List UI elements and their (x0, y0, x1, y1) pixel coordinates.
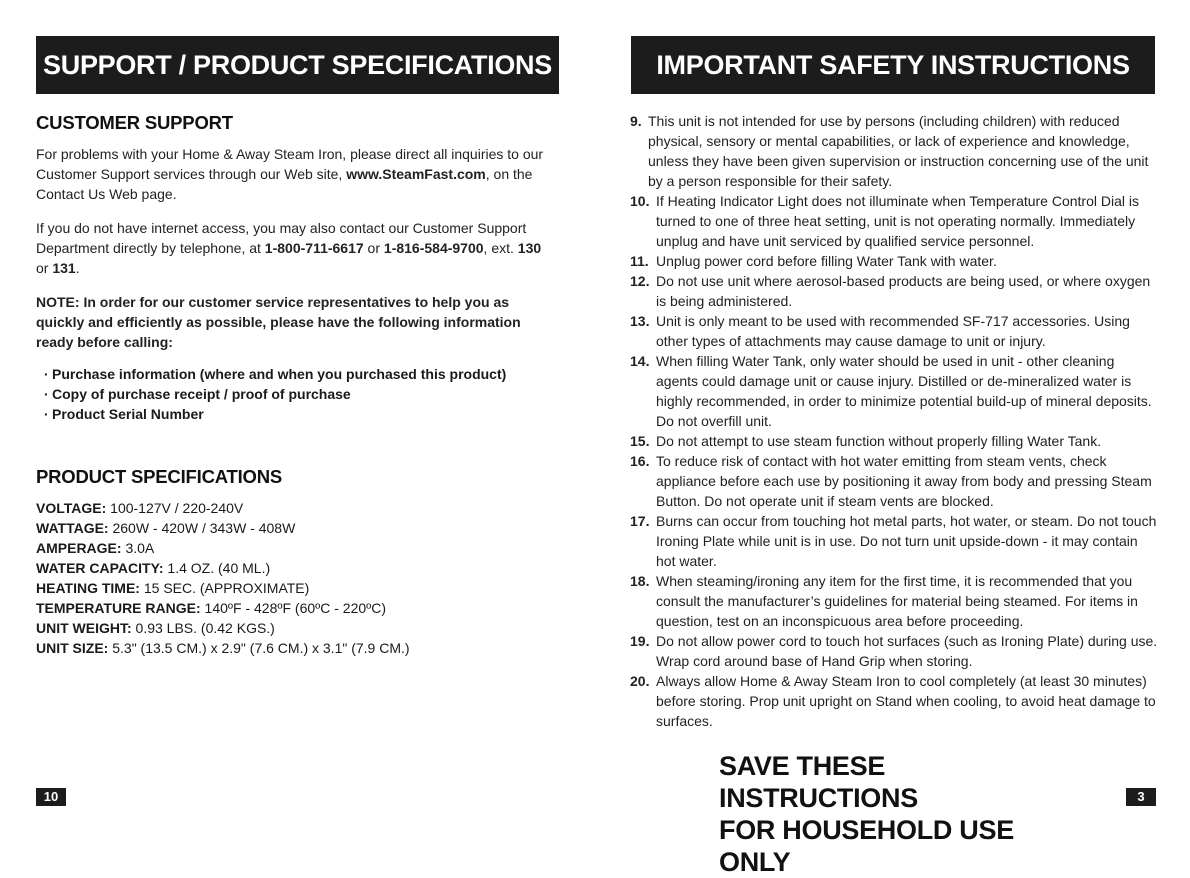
save-instructions-notice (719, 750, 1079, 878)
spec-key: HEATING TIME: (36, 580, 140, 596)
support-phone-2: 1-816-584-9700 (383, 240, 484, 256)
support-ext-2: 131 (52, 260, 76, 276)
spec-value: 3.0A (121, 540, 155, 556)
spec-unit-weight (36, 618, 561, 638)
support-paragraph-web (36, 144, 554, 204)
left-page-number: 10 (36, 788, 66, 806)
right-banner-text: IMPORTANT SAFETY INSTRUCTIONS (656, 50, 1130, 80)
rule-text: When filling Water Tank, only water should be used in unit - other cleaning agents could damage unit or cause injury. Distilled or de-mineralized water is highly recommended, in order to minimize potential build-up of mineral deposits. Do not overfill unit. (656, 353, 1152, 429)
support-text: If you do not have internet access, you may also contact our Customer Support Department directly by telephone, at (36, 220, 527, 256)
rule-number: 9. (630, 113, 642, 129)
rule-number: 18. (630, 573, 650, 589)
product-specifications-heading: PRODUCT SPECIFICATIONS (36, 466, 283, 487)
rule-text: If Heating Indicator Light does not illuminate when Temperature Control Dial is turned to one of three heat setting, unit is not operating normally. Immediately unplug and have unit serviced by qualified service personnel. (656, 193, 1139, 249)
rule-text: This unit is not intended for use by persons (including children) with reduced physical, sensory or mental capabilities, or lack of experience and knowledge, unless they have been given supervision or instruction concerning use of the unit by a person responsible for their safety. (648, 113, 1149, 189)
spec-value: 15 SEC. (APPROXIMATE) (139, 580, 310, 596)
right-page-number: 3 (1126, 788, 1156, 806)
support-text: or (363, 240, 384, 256)
safety-rule (630, 251, 1158, 271)
rule-text: Always allow Home & Away Steam Iron to cool completely (at least 30 minutes) before storing. Prop unit upright on Stand when cooling, to avoid heat damage to surfaces. (656, 673, 1156, 729)
support-text: or (36, 260, 53, 276)
safety-rule (630, 111, 1158, 191)
safety-rule (630, 451, 1158, 511)
rule-number: 20. (630, 673, 650, 689)
spec-list (36, 498, 561, 658)
spec-value: 5.3" (13.5 CM.) x 2.9" (7.6 CM.) x 3.1" (7.9 CM.) (108, 640, 410, 656)
rule-text: Unit is only meant to be used with recommended SF-717 accessories. Using other types of attachments may cause damage to unit or injury. (656, 313, 1130, 349)
spec-value: 140ºF - 428ºF (60ºC - 220ºC) (200, 600, 387, 616)
rule-number: 16. (630, 453, 650, 469)
rule-text: Burns can occur from touching hot metal parts, hot water, or steam. Do not touch Ironing Plate while unit is in use. Do not turn unit upside-down - it may contain hot water. (656, 513, 1157, 569)
safety-rule (630, 351, 1158, 431)
bullet-purchase-info: · Purchase information (where and when you purchased this product) (36, 364, 561, 384)
support-text: , on the Contact Us Web page. (36, 166, 533, 202)
rule-number: 15. (630, 433, 650, 449)
safety-rule (630, 671, 1158, 731)
safety-instructions-list (630, 111, 1158, 731)
spec-value: 1.4 OZ. (40 ML.) (163, 560, 271, 576)
rule-number: 12. (630, 273, 650, 289)
rule-text: Do not attempt to use steam function without properly filling Water Tank. (656, 433, 1102, 449)
spec-value: 100-127V / 220-240V (106, 500, 244, 516)
rule-number: 13. (630, 313, 650, 329)
right-page-banner (631, 36, 1155, 94)
spec-wattage (36, 518, 561, 538)
support-phone-1: 1-800-711-6617 (264, 240, 364, 256)
spec-key: UNIT SIZE: (36, 640, 109, 656)
rule-number: 11. (630, 253, 649, 269)
support-text: . (75, 260, 80, 276)
safety-rule (630, 431, 1158, 451)
rule-number: 14. (630, 353, 650, 369)
spec-key: WATTAGE: (36, 520, 109, 536)
save-line-2: FOR HOUSEHOLD USE ONLY (719, 815, 1014, 877)
customer-support-heading: CUSTOMER SUPPORT (36, 112, 233, 133)
spec-water-capacity (36, 558, 561, 578)
rule-text: Do not allow power cord to touch hot surfaces (such as Ironing Plate) during use. Wrap cord around base of Hand Grip when storing. (656, 633, 1158, 669)
rule-number: 19. (630, 633, 650, 649)
spec-key: VOLTAGE: (36, 500, 107, 516)
safety-rule (630, 271, 1158, 311)
safety-rule (630, 311, 1158, 351)
spec-key: WATER CAPACITY: (36, 560, 164, 576)
spec-unit-size (36, 638, 561, 658)
left-page-content (36, 110, 561, 658)
spec-amperage (36, 538, 561, 558)
rule-number: 17. (630, 513, 650, 529)
safety-rule (630, 511, 1158, 571)
support-paragraph-phone (36, 218, 554, 278)
support-ext-1: 130 (517, 240, 542, 256)
support-note: NOTE: In order for our customer service representatives to help you as quickly and efficiently as possible, please have the following information ready before calling: (36, 294, 521, 350)
support-text: For problems with your Home & Away Steam Iron, please direct all inquiries to our Customer Support services through our Web site, (36, 146, 544, 182)
rule-text: Unplug power cord before filling Water Tank with water. (656, 253, 997, 269)
left-banner-text: SUPPORT / PRODUCT SPECIFICATIONS (43, 50, 552, 80)
rule-text: To reduce risk of contact with hot water emitting from steam vents, check appliance before each use by positioning it away from body and pressing Steam Button. Do not operate unit if steam vents are blocked. (656, 453, 1152, 509)
spec-value: 260W - 420W / 343W - 408W (108, 520, 296, 536)
spec-temperature-range (36, 598, 561, 618)
safety-rule (630, 631, 1158, 671)
spec-voltage (36, 498, 561, 518)
support-website-link[interactable]: www.SteamFast.com (346, 166, 486, 182)
rule-number: 10. (630, 193, 650, 209)
support-text: , ext. (483, 240, 518, 256)
spec-heating-time (36, 578, 561, 598)
bullet-receipt: · Copy of purchase receipt / proof of purchase (36, 384, 561, 404)
spec-value: 0.93 LBS. (0.42 KGS.) (131, 620, 275, 636)
safety-rule (630, 571, 1158, 631)
rule-text: When steaming/ironing any item for the first time, it is recommended that you consult the manufacturer’s guidelines for material being steamed. For items in question, test on an inconspicuous area before proceeding. (656, 573, 1138, 629)
support-bullet-list (36, 364, 561, 424)
spec-key: AMPERAGE: (36, 540, 122, 556)
safety-rule (630, 191, 1158, 251)
spec-key: UNIT WEIGHT: (36, 620, 132, 636)
left-page-banner (36, 36, 559, 94)
bullet-serial-number: · Product Serial Number (36, 404, 561, 424)
spec-key: TEMPERATURE RANGE: (36, 600, 201, 616)
rule-text: Do not use unit where aerosol-based products are being used, or where oxygen is being administered. (656, 273, 1151, 309)
save-line-1: SAVE THESE INSTRUCTIONS (719, 751, 918, 813)
